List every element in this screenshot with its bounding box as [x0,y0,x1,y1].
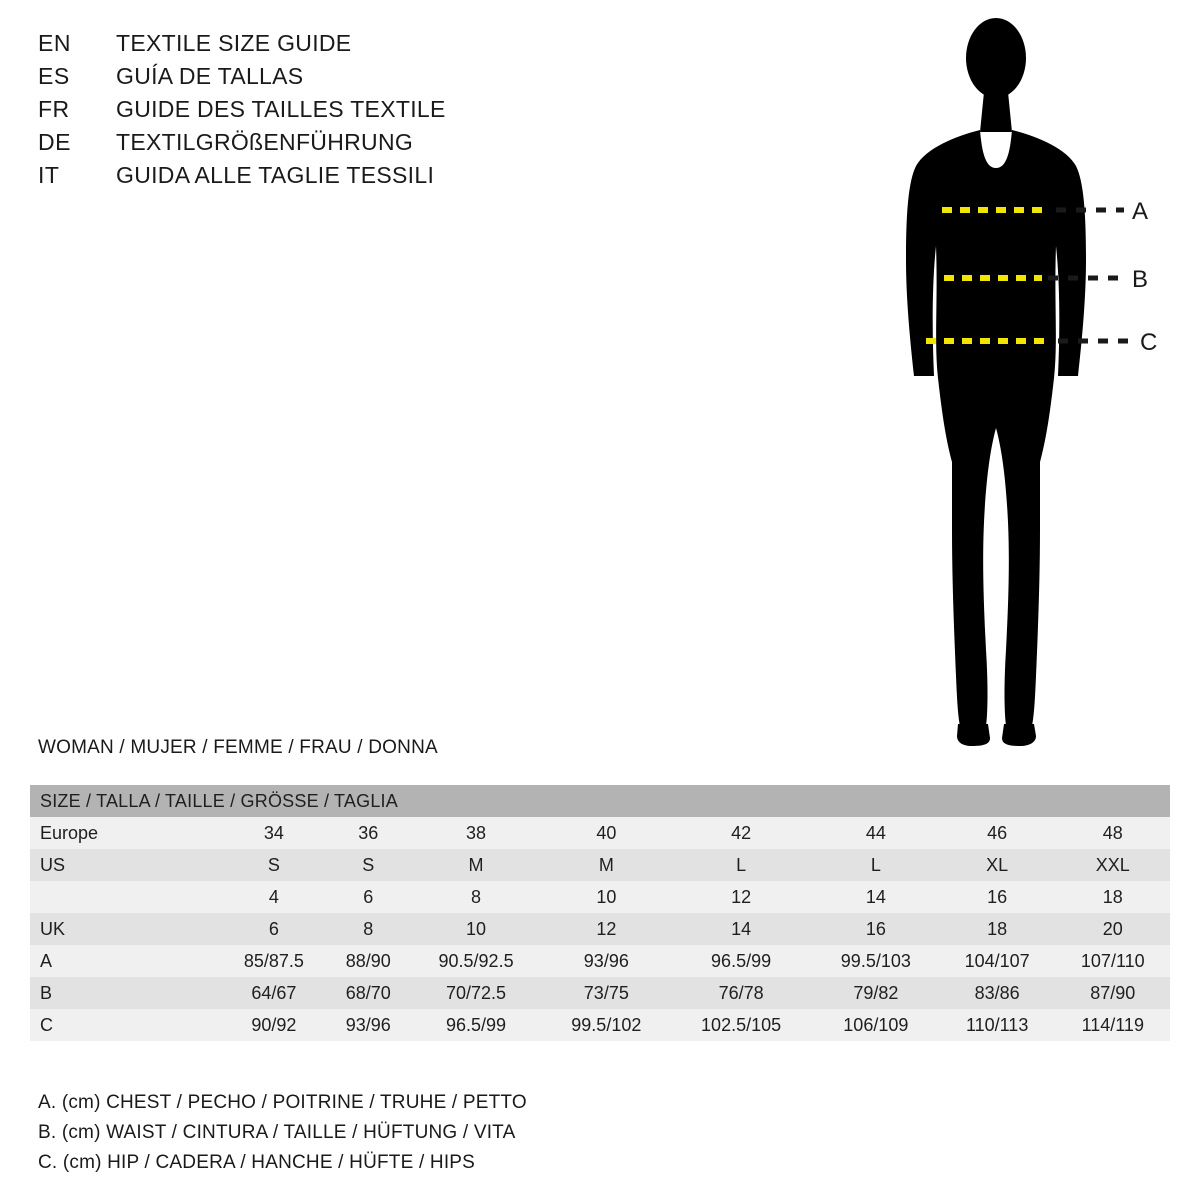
cell: 6 [220,913,328,945]
cell: 14 [813,881,939,913]
cell: 104/107 [939,945,1056,977]
cell: 20 [1056,913,1170,945]
language-row [38,30,658,63]
cell: 96.5/99 [669,945,813,977]
language-code: FR [38,96,70,122]
cell: 34 [220,817,328,849]
cell: 8 [409,881,544,913]
measure-label-a: A [1132,198,1149,225]
language-row [38,96,658,129]
cell: 16 [939,881,1056,913]
measure-label-b: B [1132,266,1149,293]
cell: 79/82 [813,977,939,1009]
measure-label-c: C [1140,329,1158,356]
language-row [38,162,658,195]
cell: 64/67 [220,977,328,1009]
cell: 87/90 [1056,977,1170,1009]
table-row [30,913,1170,945]
body-measurement-figure [860,10,1200,750]
row-label: B [30,977,220,1009]
language-code: EN [38,30,71,56]
cell: 85/87.5 [220,945,328,977]
table-row [30,1009,1170,1041]
cell: 6 [328,881,409,913]
cell: 42 [669,817,813,849]
cell: S [220,849,328,881]
language-code: ES [38,63,70,89]
cell: 90/92 [220,1009,328,1041]
language-row [38,129,658,162]
language-code: DE [38,129,71,155]
cell: M [543,849,669,881]
cell: 12 [669,881,813,913]
table-row [30,817,1170,849]
language-title-block [38,30,658,195]
language-title: GUIDA ALLE TAGLIE TESSILI [116,162,435,188]
language-title: TEXTILE SIZE GUIDE [116,30,352,56]
table-header-row [30,785,1170,817]
row-label: A [30,945,220,977]
cell: 88/90 [328,945,409,977]
cell: 10 [409,913,544,945]
cell: 99.5/102 [543,1009,669,1041]
cell: 70/72.5 [409,977,544,1009]
cell: XXL [1056,849,1170,881]
cell: 8 [328,913,409,945]
table-header-label: SIZE / TALLA / TAILLE / GRÖSSE / TAGLIA [30,785,1170,817]
row-label: UK [30,913,220,945]
cell: 73/75 [543,977,669,1009]
cell: 12 [543,913,669,945]
language-title: GUIDE DES TAILLES TEXTILE [116,96,446,122]
size-chart-table [30,785,1170,1041]
cell: 38 [409,817,544,849]
cell: 93/96 [543,945,669,977]
footnote-waist: B. (cm) WAIST / CINTURA / TAILLE / HÜFTUNG / VITA [38,1122,516,1143]
cell: 44 [813,817,939,849]
row-label: Europe [30,817,220,849]
table-row [30,881,1170,913]
language-title: TEXTILGRÖßENFÜHRUNG [116,129,414,155]
cell: 99.5/103 [813,945,939,977]
cell: M [409,849,544,881]
row-label: C [30,1009,220,1041]
cell: XL [939,849,1056,881]
cell: 4 [220,881,328,913]
cell: 48 [1056,817,1170,849]
cell: 76/78 [669,977,813,1009]
cell: 68/70 [328,977,409,1009]
table-row [30,849,1170,881]
section-title: WOMAN / MUJER / FEMME / FRAU / DONNA [38,737,438,758]
measurement-legend [38,1088,838,1178]
table-row [30,945,1170,977]
footnote-hip: C. (cm) HIP / CADERA / HANCHE / HÜFTE / HIPS [38,1152,476,1173]
cell: 14 [669,913,813,945]
language-title: GUÍA DE TALLAS [116,63,304,89]
cell: S [328,849,409,881]
cell: 36 [328,817,409,849]
cell: 102.5/105 [669,1009,813,1041]
cell: 18 [939,913,1056,945]
cell: 106/109 [813,1009,939,1041]
cell: 10 [543,881,669,913]
table-row [30,977,1170,1009]
cell: 114/119 [1056,1009,1170,1041]
cell: 96.5/99 [409,1009,544,1041]
footnote-chest: A. (cm) CHEST / PECHO / POITRINE / TRUHE / PETTO [38,1092,527,1113]
cell: 83/86 [939,977,1056,1009]
language-row [38,63,658,96]
cell: 18 [1056,881,1170,913]
cell: 110/113 [939,1009,1056,1041]
cell: 46 [939,817,1056,849]
cell: 90.5/92.5 [409,945,544,977]
female-silhouette-icon [860,10,1200,750]
cell: 16 [813,913,939,945]
cell: 93/96 [328,1009,409,1041]
cell: L [669,849,813,881]
language-code: IT [38,162,60,188]
row-label [30,881,220,913]
row-label: US [30,849,220,881]
cell: 40 [543,817,669,849]
cell: L [813,849,939,881]
cell: 107/110 [1056,945,1170,977]
